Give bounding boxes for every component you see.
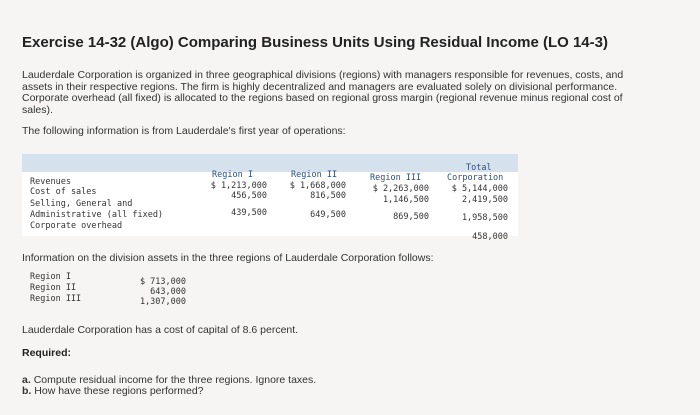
intro-paragraph bbox=[22, 70, 682, 116]
row-label-overhead: Corporate overhead bbox=[30, 221, 123, 231]
cell-revenues-r2: $ 1,668,000 bbox=[289, 181, 346, 191]
question-a-text: Compute residual income for the three regions. Ignore taxes. bbox=[33, 374, 317, 386]
intro-line: assets in their respective regions. The firm is highly decentralized and managers are evaluated solely on divisional performance. bbox=[22, 80, 618, 93]
intro-line: sales). bbox=[22, 103, 53, 116]
header-total-line1: Total bbox=[466, 163, 492, 173]
question-list bbox=[22, 375, 316, 397]
asset-value-region-1: $ 713,000 bbox=[139, 277, 186, 287]
cell-sga-r1: 439,500 bbox=[231, 208, 267, 218]
asset-value-region-3: 1,307,000 bbox=[139, 297, 186, 307]
table-header-stripe bbox=[22, 154, 518, 172]
cell-sga-r3: 869,500 bbox=[393, 212, 429, 222]
header-region-1: Region I bbox=[212, 170, 253, 180]
exercise-title: Exercise 14-32 (Algo) Comparing Business Units Using Residual Income (LO 14-3) bbox=[22, 34, 608, 51]
asset-label-region-2: Region II bbox=[30, 283, 77, 293]
header-region-3: Region III bbox=[370, 173, 422, 183]
cell-sga-r2: 649,500 bbox=[310, 210, 346, 220]
question-a-letter: a. bbox=[22, 374, 31, 386]
row-label-sga: Selling, General and bbox=[30, 199, 133, 209]
cell-overhead-total: 458,000 bbox=[472, 232, 508, 242]
row-label-revenues: Revenues bbox=[30, 177, 71, 187]
cell-cos-r3: 1,146,500 bbox=[382, 195, 429, 205]
info-intro-text: The following information is from Lauderdale's first year of operations: bbox=[22, 125, 346, 137]
question-b-text: How have these regions performed? bbox=[34, 385, 204, 397]
cost-of-capital-text: Lauderdale Corporation has a cost of capital of 8.6 percent. bbox=[22, 324, 299, 336]
cell-revenues-total: $ 5,144,000 bbox=[451, 184, 508, 194]
question-b bbox=[22, 386, 316, 397]
cell-revenues-r3: $ 2,263,000 bbox=[372, 184, 429, 194]
intro-line: Lauderdale Corporation is organized in three geographical divisions (regions) with managers responsible for revenues, costs, and bbox=[22, 69, 624, 81]
row-label-sga-2: Administrative (all fixed) bbox=[30, 210, 164, 220]
header-total-line2: Corporation bbox=[447, 173, 504, 183]
intro-line: Corporate overhead (all fixed) is allocated to the regions based on regional gross margin (regional revenue minus regional cost of bbox=[22, 92, 623, 104]
asset-value-region-2: 643,000 bbox=[150, 287, 186, 297]
cell-sga-total: 1,958,500 bbox=[461, 213, 508, 223]
cell-cos-total: 2,419,500 bbox=[461, 195, 508, 205]
question-b-letter: b. bbox=[22, 385, 32, 397]
cell-cos-r2: 816,500 bbox=[310, 191, 346, 201]
asset-label-region-3: Region III bbox=[30, 294, 82, 304]
header-region-2: Region II bbox=[291, 170, 338, 180]
cell-revenues-r1: $ 1,213,000 bbox=[210, 181, 267, 191]
cell-cos-r1: 456,500 bbox=[231, 191, 267, 201]
assets-intro-text: Information on the division assets in the three regions of Lauderdale Corporation follows: bbox=[22, 252, 434, 264]
asset-label-region-1: Region I bbox=[30, 272, 71, 282]
row-label-cost-of-sales: Cost of sales bbox=[30, 187, 97, 197]
required-label: Required: bbox=[22, 347, 72, 359]
